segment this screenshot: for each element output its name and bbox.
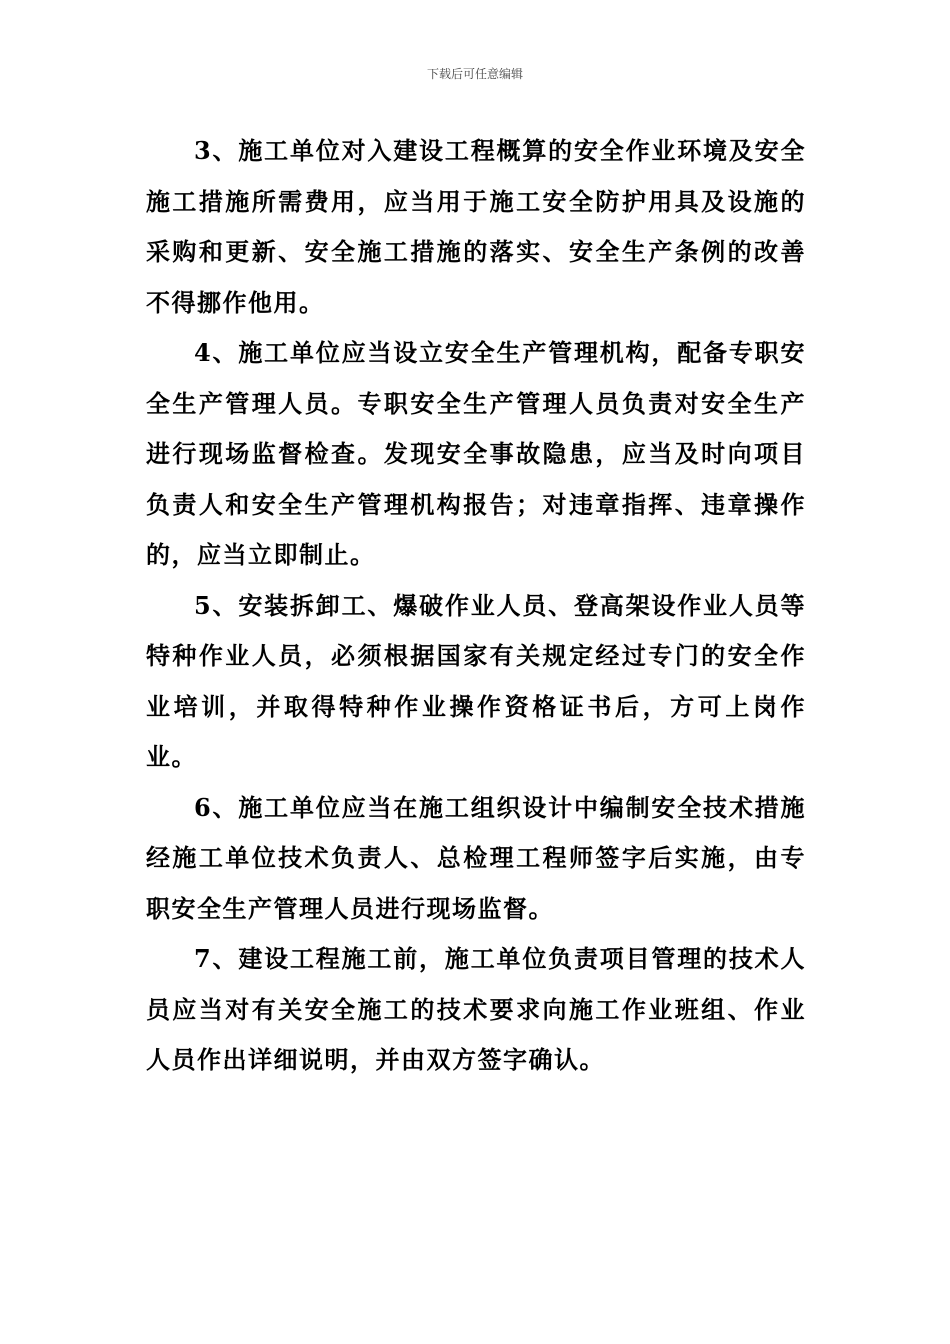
paragraph-5: 5、安装拆卸工、爆破作业人员、登高架设作业人员等特种作业人员，必须根据国家有关规定经过专门的安全作业培训，并取得特种作业操作资格证书后，方可上岗作业。 (146, 590, 806, 771)
paragraph-6: 6、施工单位应当在施工组织设计中编制安全技术措施经施工单位技术负责人、总检理工程师签字后实施，由专职安全生产管理人员进行现场监督。 (146, 792, 806, 923)
paragraph-3: 3、施工单位对入建设工程概算的安全作业环境及安全施工措施所需费用，应当用于施工安全防护用具及设施的采购和更新、安全施工措施的落实、安全生产条例的改善不得挪作他用。 (146, 136, 806, 317)
document-body (146, 126, 806, 1086)
page-header: 下载后可任意编辑 (426, 67, 523, 81)
paragraph-4: 4、施工单位应当设立安全生产管理机构，配备专职安全生产管理人员。专职安全生产管理人员负责对安全生产进行现场监督检查。发现安全事故隐患，应当及时向项目负责人和安全生产管理机构报告；对违章指挥、违章操作的，应当立即制止。 (146, 338, 806, 569)
paragraph-7: 7、建设工程施工前，施工单位负责项目管理的技术人员应当对有关安全施工的技术要求向施工作业班组、作业人员作出详细说明，并由双方签字确认。 (146, 944, 806, 1074)
